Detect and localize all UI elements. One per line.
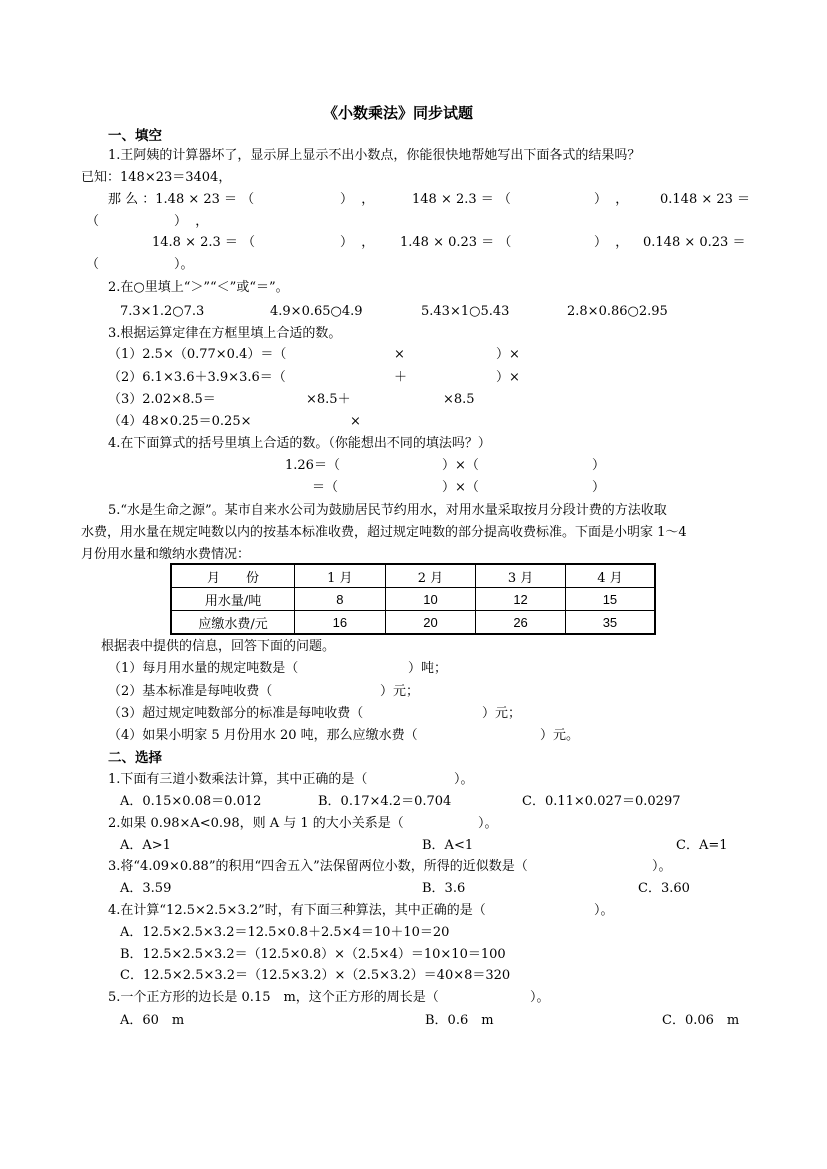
q3-line3-start: （3）2.02×8.5＝ [108, 392, 216, 407]
q3-line2-plus: ＋ [394, 370, 408, 385]
q4-line1-end: ） [592, 458, 606, 473]
q1-row2-item-c-close: ）。 [174, 257, 194, 272]
choice4-option-b: B．12.5×2.5×3.2＝（12.5×0.8）×（2.5×4）＝10×10＝100 [120, 947, 506, 962]
q2-item-4: 2.8×0.86○2.95 [567, 304, 668, 319]
q1-stem: 1.王阿姨的计算器坏了，显示屏上显示不出小数点，你能很快地帮她写出下面各式的结果吗？ [108, 148, 641, 163]
choice3-option-a: A．3.59 [120, 881, 172, 896]
q1-known: 已知：148×23＝3404， [81, 170, 232, 185]
choice2-option-b: B．A<1 [422, 838, 474, 853]
choice2-stem: 2.如果 0.98×A<0.98，则 A 与 1 的大小关系是（ [108, 816, 404, 831]
q4-line2-end: ） [592, 480, 606, 495]
choice2-option-a: A．A>1 [120, 838, 171, 853]
table-cell: 12 [476, 588, 566, 611]
q5-sub4: （4）如果小明家 5 月份用水 20 吨，那么应缴水费（ [108, 728, 418, 743]
q3-line2-end: ）× [496, 370, 520, 385]
section-heading-fill-blank: 一、填空 [108, 128, 162, 144]
q3-line1-end: ）× [496, 347, 520, 362]
table-header-cell: 2 月 [385, 564, 476, 588]
q1-row2-item-a-close: ） ， [340, 235, 375, 250]
q4-stem: 4.在下面算式的括号里填上合适的数。（你能想出不同的填法吗？） [108, 436, 491, 451]
q4-line2-start: ＝（ [312, 480, 339, 495]
q1-row1-item-a: 那 么 ：1.48 × 23 ＝ （ [108, 192, 255, 207]
water-usage-table [170, 563, 656, 635]
q5-sub2-end: ）元； [380, 684, 420, 699]
choice4-stem-end: ）。 [594, 903, 614, 918]
choice2-stem-end: ）。 [478, 816, 498, 831]
q1-row1-item-b-close: ） ， [594, 192, 629, 207]
table-cell: 35 [565, 611, 655, 635]
q1-row1-item-a-close: ） ， [340, 192, 375, 207]
q5-sub2: （2）基本标准是每吨收费（ [108, 684, 273, 699]
choice3-option-c: C．3.60 [638, 881, 690, 896]
q5-sub4-end: ）元。 [540, 728, 580, 743]
table-cell: 8 [295, 588, 386, 611]
q3-line4-times: × [350, 414, 361, 429]
choice4-option-c: C．12.5×2.5×3.2＝（12.5×3.2）×（2.5×3.2）＝40×8＝320 [120, 968, 511, 983]
table-row-label: 应缴水费/元 [171, 611, 295, 635]
q4-line1-start: 1.26＝（ [285, 458, 340, 473]
q4-line1-mid: ）×（ [442, 458, 479, 473]
choice5-stem-end: ）。 [530, 990, 550, 1005]
q5-after-table: 根据表中提供的信息，回答下面的问题。 [101, 639, 336, 654]
q1-row2-item-c-open: （ [86, 257, 100, 272]
choice1-option-c: C．0.11×0.027＝0.0297 [522, 794, 681, 809]
q5-paragraph-line1: 5.“水是生命之源”。某市自来水公司为鼓励居民节约用水，对用水量采取按月分段计费的方法收取 [108, 503, 667, 518]
q2-item-2: 4.9×0.65○4.9 [270, 304, 363, 319]
q3-stem: 3.根据运算定律在方框里填上合适的数。 [108, 326, 342, 341]
table-cell: 10 [385, 588, 476, 611]
table-header-cell: 月 份 [171, 564, 295, 588]
q1-row1-item-c-open: （ [86, 214, 100, 229]
table-row [171, 588, 655, 611]
choice5-stem: 5.一个正方形的边长是 0.15 m，这个正方形的周长是（ [108, 990, 439, 1005]
q3-line1-start: （1）2.5×（0.77×0.4）＝（ [108, 347, 287, 362]
q2-stem: 2.在○里填上“＞”“＜”或“＝”。 [108, 280, 289, 295]
table-header-cell: 4 月 [565, 564, 655, 588]
choice5-option-b: B．0.6 m [425, 1013, 494, 1028]
q3-line3-end: ×8.5 [443, 392, 475, 407]
table-row-label: 用水量/吨 [171, 588, 295, 611]
table-row [171, 564, 655, 588]
choice1-stem-end: ）。 [454, 772, 474, 787]
q3-line3-mid: ×8.5＋ [306, 392, 351, 407]
q5-paragraph-line3: 月份用水量和缴纳水费情况： [81, 547, 251, 562]
choice4-stem: 4.在计算“12.5×2.5×3.2”时，有下面三种算法，其中正确的是（ [108, 903, 486, 918]
table-row [171, 611, 655, 635]
table-cell: 20 [385, 611, 476, 635]
q5-sub3: （3）超过规定吨数部分的标准是每吨收费（ [108, 706, 364, 721]
q5-sub1: （1）每月用水量的规定吨数是（ [108, 661, 299, 676]
q1-row2-item-a: 14.8 × 2.3 ＝ （ [152, 235, 256, 250]
choice4-option-a: A．12.5×2.5×3.2＝12.5×0.8＋2.5×4＝10＋10＝20 [120, 925, 450, 940]
page-title: 《小数乘法》同步试题 [323, 104, 474, 122]
q1-row2-item-b-close: ） ， [594, 235, 629, 250]
q4-line2-mid: ）×（ [442, 480, 479, 495]
choice3-option-b: B．3.6 [422, 881, 466, 896]
choice5-option-a: A．60 m [120, 1013, 185, 1028]
choice3-stem-end: ）。 [652, 859, 672, 874]
q1-row2-item-c: 0.148 × 0.23 ＝ [643, 235, 746, 250]
choice5-option-c: C．0.06 m [662, 1013, 740, 1028]
section-heading-choice: 二、选择 [108, 750, 162, 766]
q1-row2-item-b: 1.48 × 0.23 ＝ （ [400, 235, 512, 250]
q5-sub3-end: ）元； [482, 706, 522, 721]
choice1-stem: 1.下面有三道小数乘法计算，其中正确的是（ [108, 772, 368, 787]
q5-sub1-end: ）吨； [408, 661, 448, 676]
table-header-cell: 1 月 [295, 564, 386, 588]
q2-item-3: 5.43×1○5.43 [421, 304, 510, 319]
table-cell: 26 [476, 611, 566, 635]
choice1-option-a: A．0.15×0.08＝0.012 [120, 794, 262, 809]
q1-row1-item-b: 148 × 2.3 ＝ （ [412, 192, 511, 207]
choice3-stem: 3.将“4.09×0.88”的积用“四舍五入”法保留两位小数，所得的近似数是（ [108, 859, 528, 874]
table-header-cell: 3 月 [476, 564, 566, 588]
choice1-option-b: B．0.17×4.2＝0.704 [318, 794, 452, 809]
table-cell: 16 [295, 611, 386, 635]
q3-line1-times: × [394, 347, 405, 362]
q2-item-1: 7.3×1.2○7.3 [120, 304, 205, 319]
q3-line2-start: （2）6.1×3.6＋3.9×3.6＝（ [108, 370, 286, 385]
q1-row1-item-c-close: ） ， [174, 214, 209, 229]
table-cell: 15 [565, 588, 655, 611]
q5-paragraph-line2: 水费，用水量在规定吨数以内的按基本标准收费，超过规定吨数的部分提高收费标准。下面是小明家 1～4 [81, 525, 687, 540]
choice2-option-c: C．A=1 [676, 838, 728, 853]
q1-row1-item-c: 0.148 × 23 ＝ [660, 192, 751, 207]
q3-line4-start: （4）48×0.25＝0.25× [108, 414, 252, 429]
